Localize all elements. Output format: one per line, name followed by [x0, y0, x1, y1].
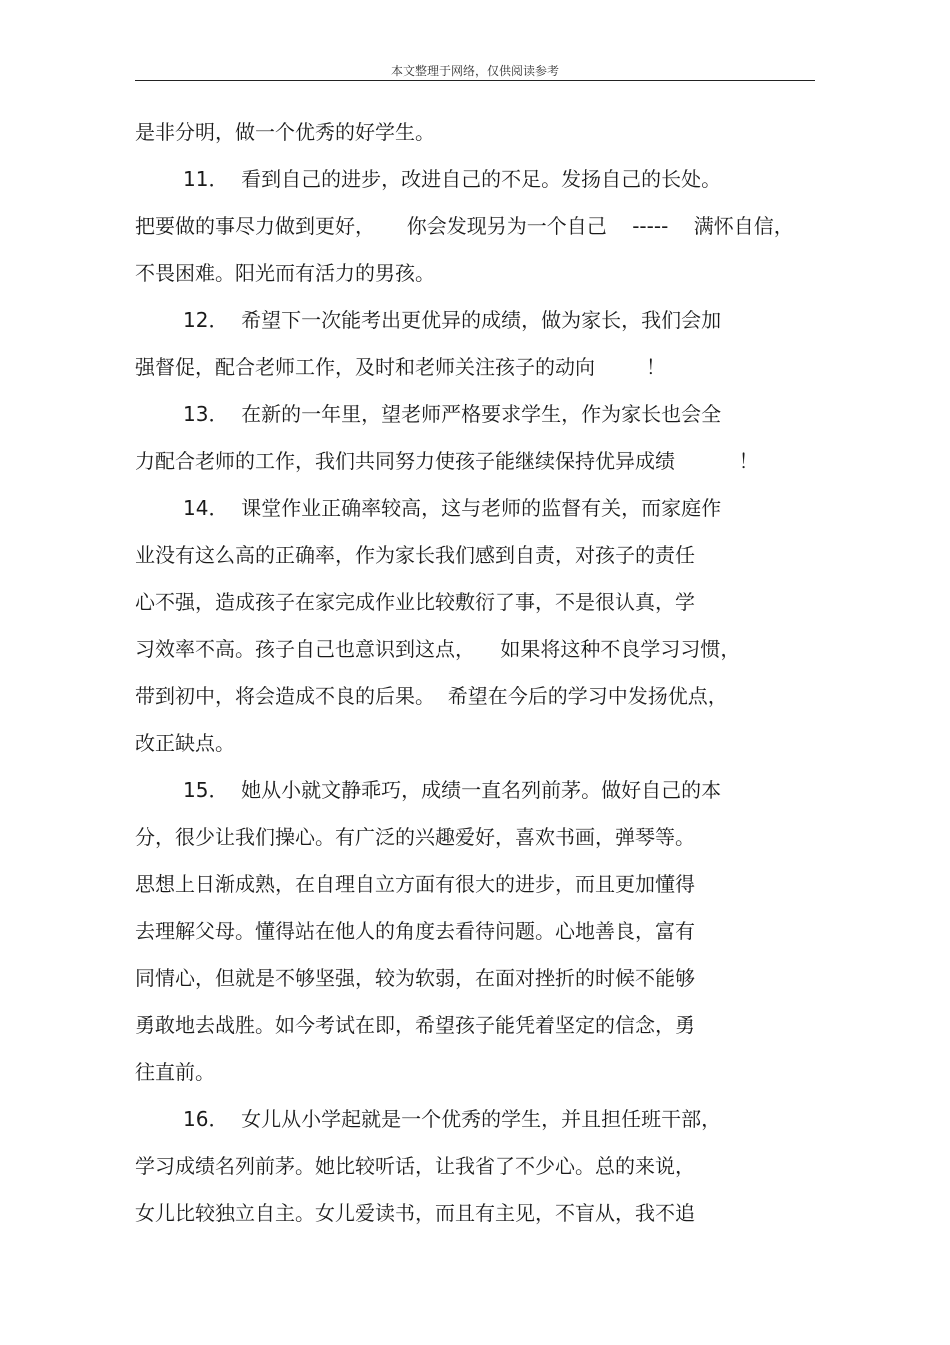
text-line: 是非分明，做一个优秀的好学生。: [135, 120, 435, 144]
text-line: 女儿比较独立自主。女儿爱读书，而且有主见，不盲从，我不追: [135, 1201, 695, 1225]
text-line: 不畏困难。阳光而有活力的男孩。: [135, 261, 435, 285]
page-header: 本文整理于网络，仅供阅读参考: [390, 64, 559, 78]
text-line: 分，很少让我们操心。有广泛的兴趣爱好，喜欢书画，弹琴等。: [135, 825, 695, 849]
text-line: 习效率不高。孩子自己也意识到这点， 如果将这种不良学习习惯，: [135, 637, 741, 661]
text-line: 同情心，但就是不够坚强，较为软弱，在面对挫折的时候不能够: [135, 966, 695, 990]
text-line: 学习成绩名列前茅。她比较听话，让我省了不少心。总的来说，: [135, 1154, 695, 1178]
text-line: 带到初中，将会造成不良的后果。 希望在今后的学习中发扬优点，: [135, 684, 728, 708]
text-line: 往直前。: [135, 1060, 215, 1084]
text-line: 心不强，造成孩子在家完成作业比较敷衍了事，不是很认真，学: [135, 590, 695, 614]
text-line: 勇敢地去战胜。如今考试在即，希望孩子能凭着坚定的信念，勇: [135, 1013, 695, 1037]
text-line: 强督促，配合老师工作，及时和老师关注孩子的动向 ！: [135, 355, 666, 379]
text-line: 16． 女儿从小学起就是一个优秀的学生，并且担任班干部，: [183, 1107, 722, 1131]
text-line: 13． 在新的一年里，望老师严格要求学生，作为家长也会全: [183, 402, 722, 426]
text-line: 把要做的事尽力做到更好， 你会发现另为一个自己 ----- 满怀自信，: [135, 214, 794, 238]
text-line: 15． 她从小就文静乖巧，成绩一直名列前茅。做好自己的本: [183, 778, 722, 802]
text-line: 业没有这么高的正确率，作为家长我们感到自责，对孩子的责任: [135, 543, 695, 567]
text-line: 改正缺点。: [135, 731, 235, 755]
header-rule: [135, 80, 815, 81]
text-line: 力配合老师的工作，我们共同努力使孩子能继续保持优异成绩 ！: [135, 449, 759, 473]
text-line: 去理解父母。懂得站在他人的角度去看待问题。心地善良，富有: [135, 919, 695, 943]
text-line: 14． 课堂作业正确率较高，这与老师的监督有关，而家庭作: [183, 496, 722, 520]
text-line: 思想上日渐成熟，在自理自立方面有很大的进步，而且更加懂得: [135, 872, 695, 896]
text-line: 12． 希望下一次能考出更优异的成绩，做为家长，我们会加: [183, 308, 722, 332]
text-line: 11． 看到自己的进步，改进自己的不足。发扬自己的长处。: [183, 167, 722, 191]
